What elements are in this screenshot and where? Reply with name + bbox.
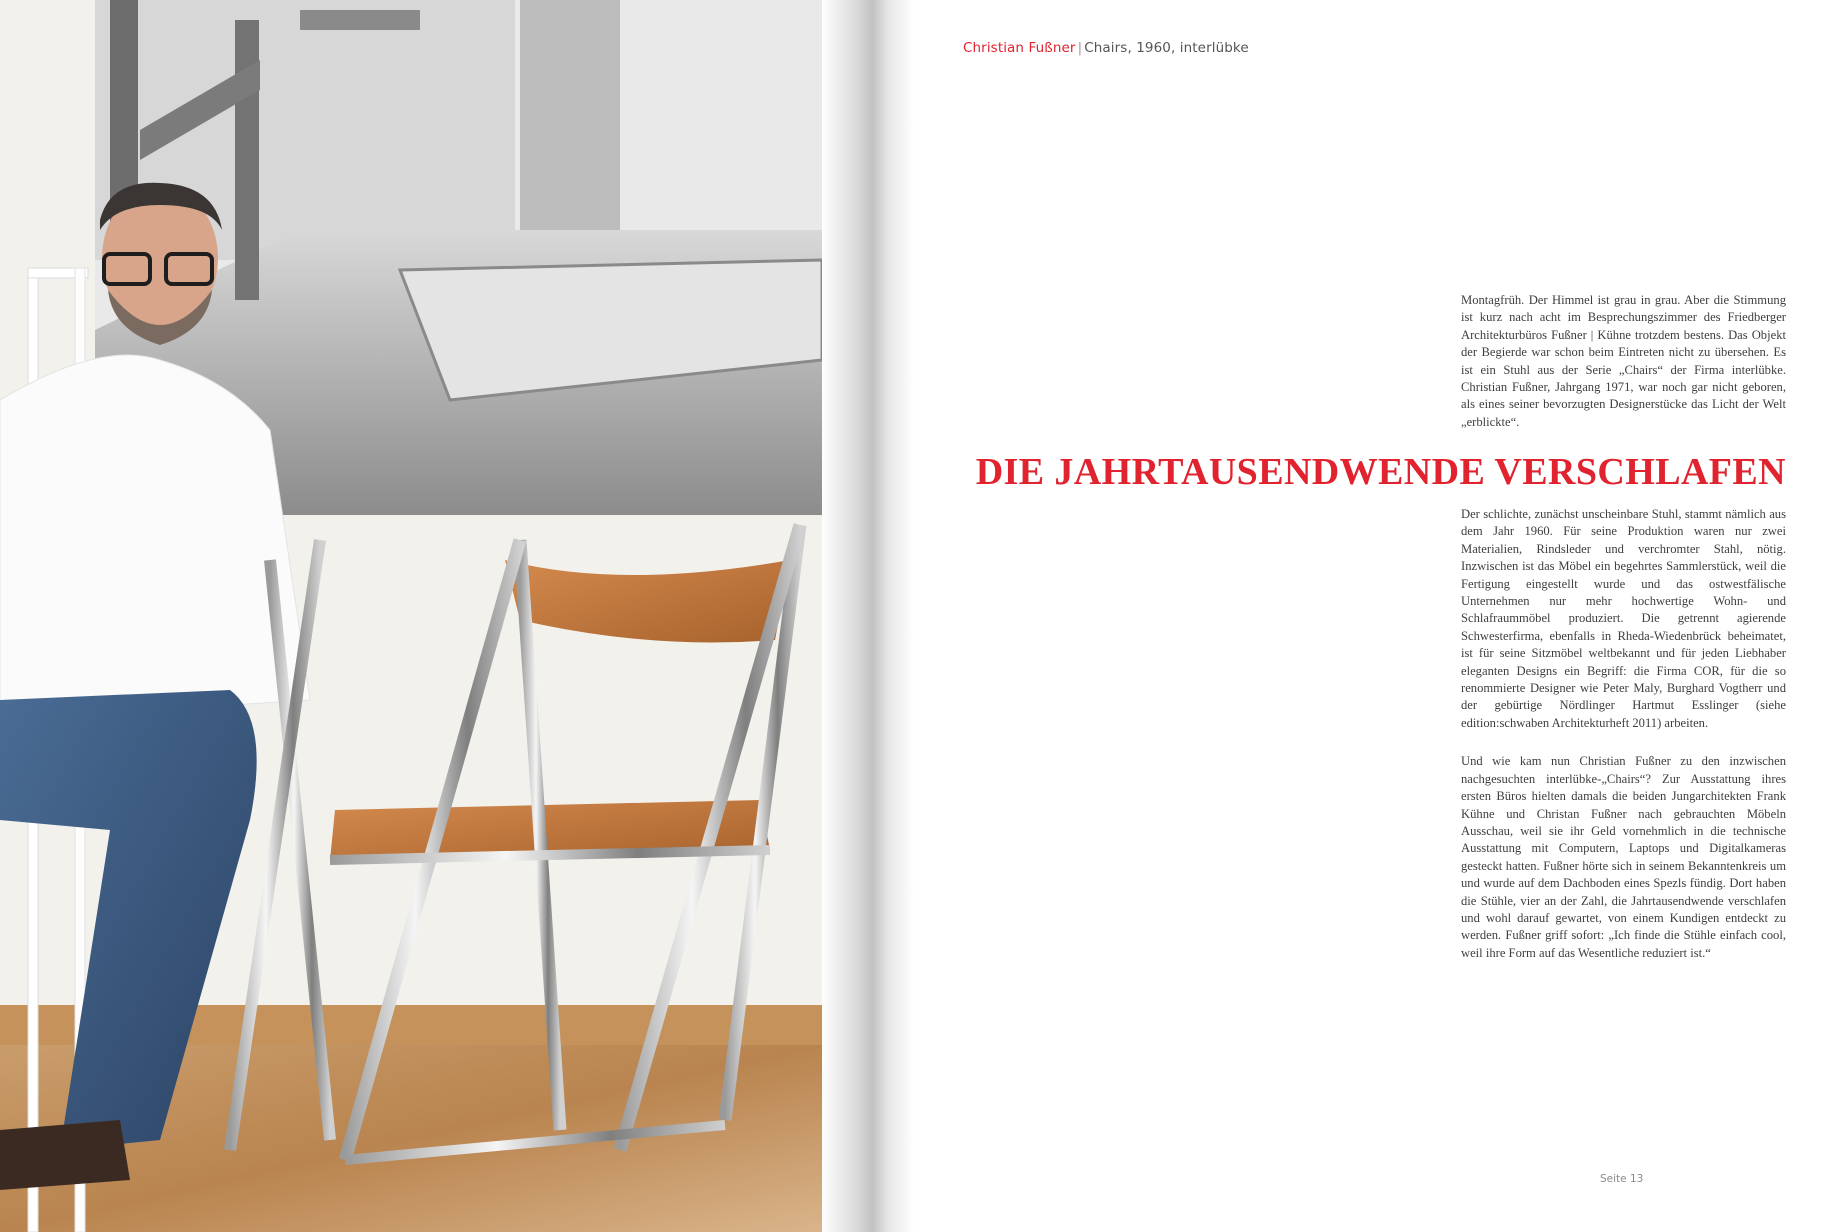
intro-paragraph: Montagfrüh. Der Himmel ist grau in grau. Aber die Stimmung ist kurz nach acht im Besprechungszimmer des Friedberger Architekturbüros Fußner | Kühne trotzdem bestens. Das Objekt der Begierde war schon beim Eintreten nicht zu übersehen. Es ist ein Stuhl aus der Serie „Chairs“ der Firma interlübke. Christian Fußner, Jahrgang 1971, war noch gar nicht geboren, als eines seiner bevorzugten Designerstücke das Licht der Welt „erblickte“.: [1461, 293, 1786, 429]
photo-illustration: [0, 0, 822, 1232]
body-column: [1461, 506, 1786, 962]
header-separator: |: [1077, 40, 1083, 56]
body-paragraph-2: Und wie kam nun Christian Fußner zu den inzwischen nachgesuchten interlübke-„Chairs“? Zur Ausstattung ihres ersten Büros hielten damals die beiden Jungarchitekten Frank Kühne und Christan Fußner nach gebrauchten Möbeln Ausschau, weil sie ihr Geld vornehmlich in die technische Ausstattung mit Computern, Laptops und Digitalkameras gesteckt hatten. Fußner hörte sich in seinem Bekanntenkreis um und wurde auf dem Dachboden eines Spezls fündig. Dort haben die Stühle, vier an der Zahl, die Jahrtausendwende verschlafen und wohl darauf gewartet, von einem Kundigen entdeckt zu werden. Fußner griff sofort: „Ich finde die Stühle einfach cool, weil ihre Form auf das Wesentliche reduziert ist.“: [1461, 754, 1786, 960]
article-headline: DIE JAHRTAUSENDWENDE VERSCHLAFEN: [975, 451, 1786, 493]
header-author: Christian Fußner: [963, 40, 1076, 56]
intro-column: [1461, 292, 1786, 431]
running-header: [963, 40, 1249, 56]
page-number: Seite 13: [1600, 1173, 1644, 1185]
article-page: [914, 0, 1827, 1232]
portrait-photo: [0, 0, 822, 1232]
body-paragraph-1: Der schlichte, zunächst unscheinbare Stuhl, stammt nämlich aus dem Jahr 1960. Für seine Produktion waren nur zwei Materialien, Rindsleder und verchromter Stahl, nötig. Inzwischen ist das Möbel ein begehrtes Sammlerstück, weil die Fertigung eingestellt wurde und das ostwestfälische Unternehmen nur mehr hochwertige Wohn- und Schlafraummöbel produziert. Die getrennt agierende Schwesterfirma, ebenfalls in Rheda-Wiedenbrück beheimatet, ist für seine Sitzmöbel weltbekannt und für jeden Liebhaber eleganten Designs ein Begriff: die Firma COR, für die so renommierte Designer wie Peter Maly, Burghard Vogtherr und der gebürtige Nördlinger Hartmut Esslinger (siehe edition:schwaben Architekturheft 2011) arbeiten.: [1461, 507, 1786, 730]
header-subject: Chairs, 1960, interlübke: [1084, 40, 1249, 56]
page-gutter: [822, 0, 914, 1232]
